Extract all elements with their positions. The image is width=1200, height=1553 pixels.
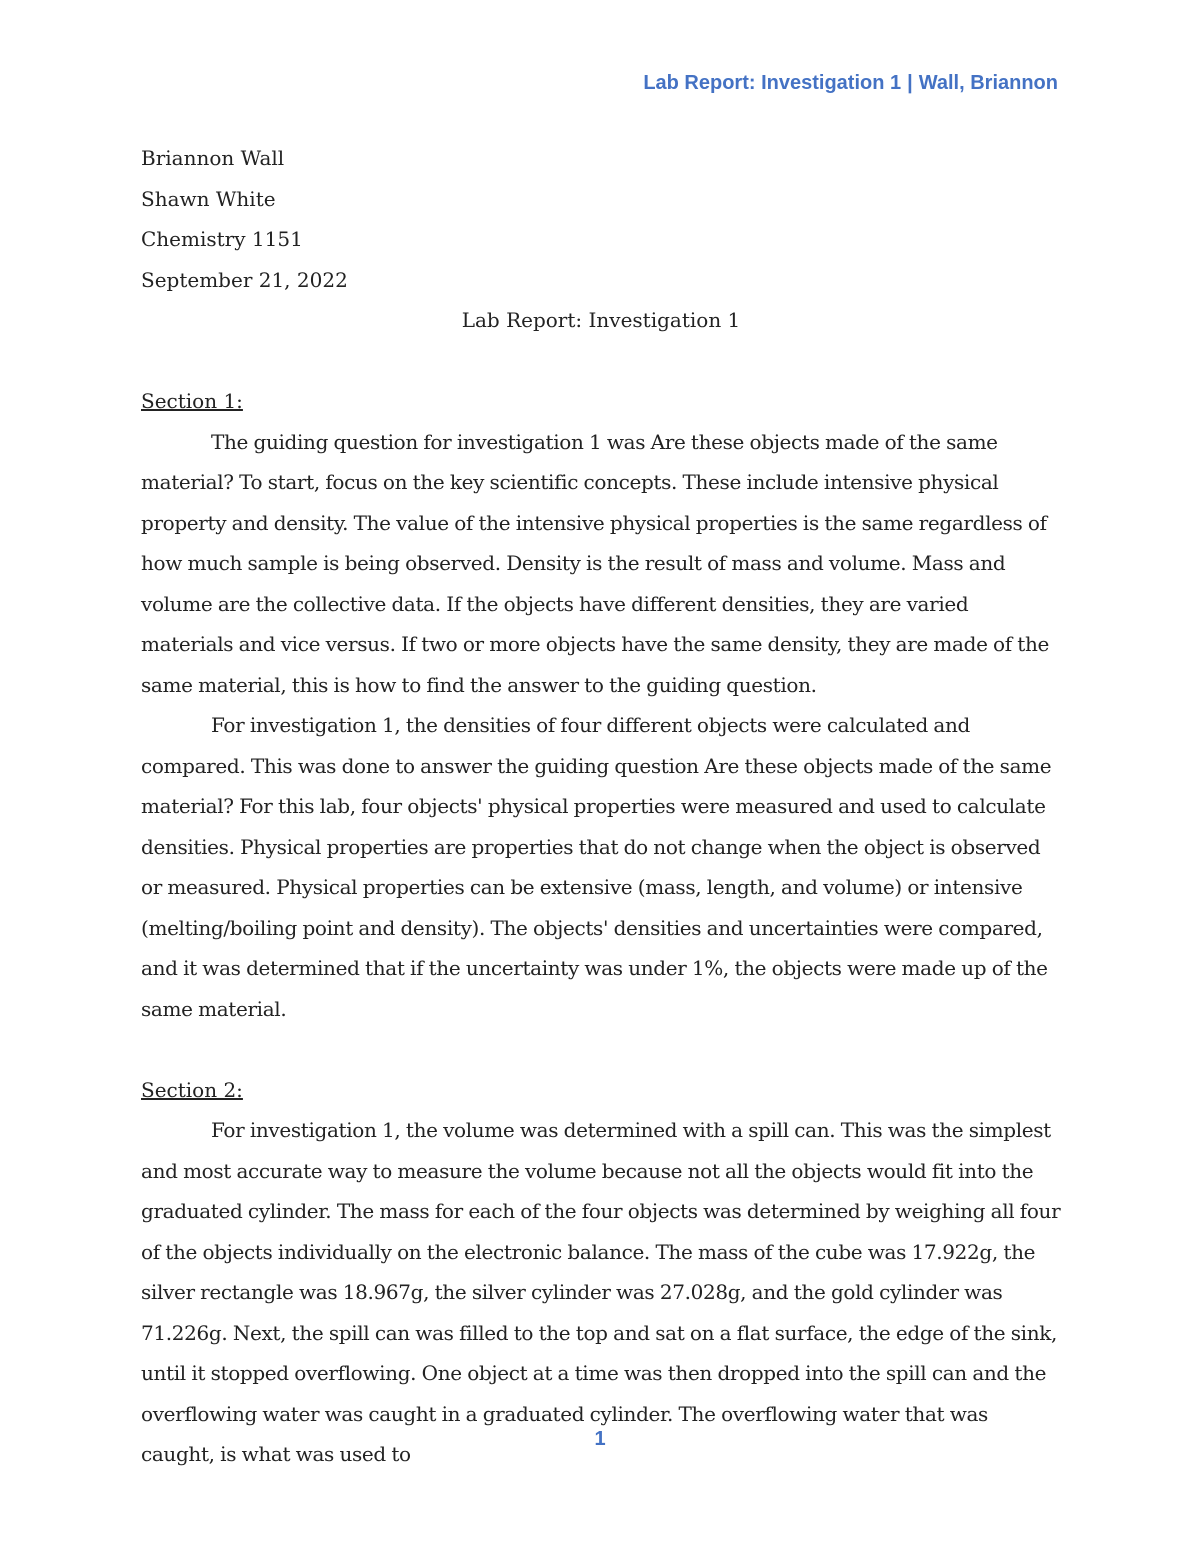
page-number: 1 <box>594 1428 606 1450</box>
header-separator: | <box>907 72 913 94</box>
header-title: Lab Report: Investigation 1 <box>643 72 902 94</box>
section-2-paragraph-1: For investigation 1, the volume was determined with a spill can. This was the simplest and most accurate way to measure the volume because not all the objects would fit into the graduated cylinder. The mass for each of the four objects was determined by weighing all four of the objects individually on the electronic balance. The mass of the cube was 17.922g, the silver rectangle was 18.967g, the silver cylinder was 27.028g, and the gold cylinder was 71.226g. Next, the spill can was filled to the top and sat on a flat surface, the edge of the sink, until it stopped overflowing. One object at a time was then dropped into the spill can and the overflowing water was caught in a graduated cylinder. The overflowing water that was caught, is what was used to <box>141 1118 1061 1466</box>
document-body <box>141 138 1061 1475</box>
section-1-paragraph-2: For investigation 1, the densities of four different objects were calculated and compared. This was done to answer the guiding question Are these objects made of the same material? For this lab, four objects' physical properties were measured and used to calculate densities. Physical properties are properties that do not change when the object is observed or measured. Physical properties can be extensive (mass, length, and volume) or intensive (melting/boiling point and density). The objects' densities and uncertainties were compared, and it was determined that if the uncertainty was under 1%, the objects were made up of the same material. <box>141 713 1052 1021</box>
spacer <box>141 1029 1061 1070</box>
running-header <box>643 72 1058 95</box>
document-title: Lab Report: Investigation 1 <box>461 308 741 332</box>
course-name: Chemistry 1151 <box>141 227 303 251</box>
section-1-paragraph-1: The guiding question for investigation 1 was Are these objects made of the same material? To start, focus on the key scientific concepts. These include intensive physical property and density. The value of the intensive physical properties is the same regardless of how much sample is being observed. Density is the result of mass and volume. Mass and volume are the collective data. If the objects have different densities, they are varied materials and vice versus. If two or more objects have the same density, they are made of the same material, this is how to find the answer to the guiding question. <box>141 429 1050 697</box>
spacer <box>141 341 1061 382</box>
header-author: Wall, Briannon <box>918 72 1058 94</box>
instructor-name: Shawn White <box>141 186 276 211</box>
section-2-heading: Section 2: <box>141 1077 243 1102</box>
section-1-heading: Section 1: <box>141 389 243 413</box>
report-date: September 21, 2022 <box>141 267 348 292</box>
student-name: Briannon Wall <box>141 146 285 170</box>
